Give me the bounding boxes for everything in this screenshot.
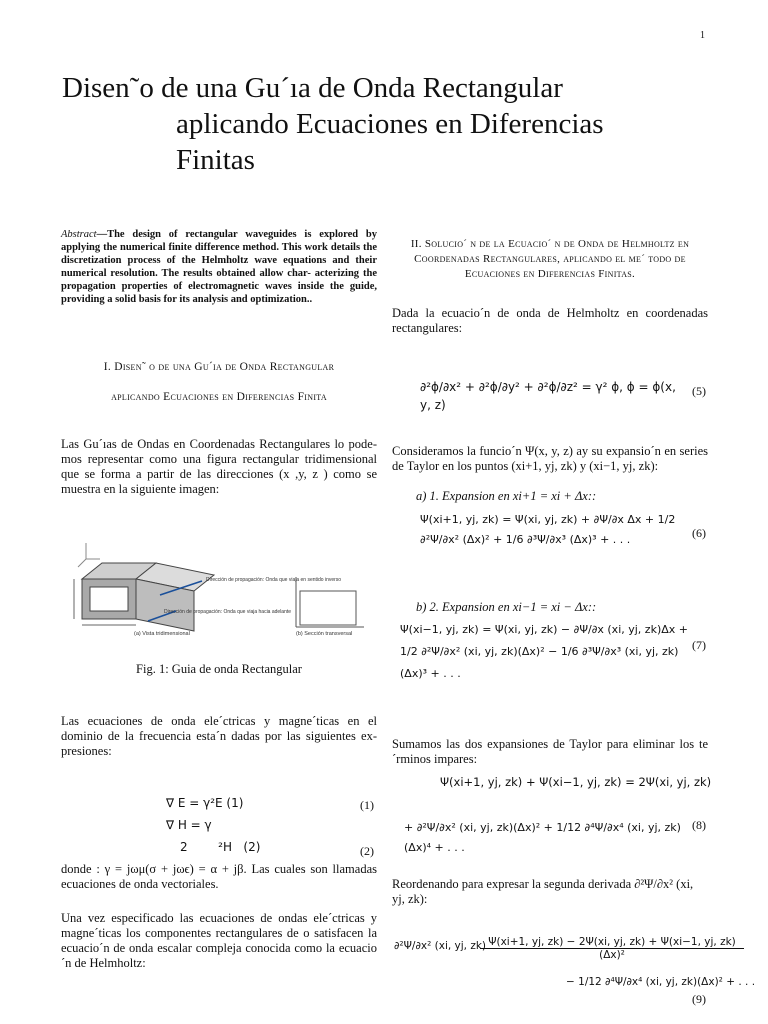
equation-7-number: (7) <box>692 638 706 652</box>
equation-1: ∇ E = γ²E (1) <box>166 796 244 810</box>
section-2-numeral: II. <box>410 238 422 250</box>
equation-9-tail: − 1/12 ∂⁴Ψ/∂x⁴ (xi, yj, zk)(Δx)² + . . . <box>566 976 756 988</box>
list-item-a: a) 1. Expansion en xi+1 = xi + Δx:: <box>416 489 597 503</box>
waveguide-cross-section <box>296 577 364 627</box>
section-1-paragraph-1: Las Gu´ıas de Ondas en Coordenadas Rectangulares lo pode- mos representar como una figura rectangular tridimensional que se forma a partir de las direcciones (x ,y, z ) como se muestra en la siguiente imagen: <box>61 437 377 496</box>
page-number: 1 <box>700 30 705 41</box>
equation-9-lhs: ∂²Ψ/∂x² (xi, yj, zk) <box>394 940 487 952</box>
figure-label-b: (b) Sección transversal <box>296 631 353 637</box>
section-1-paragraph-3: donde : γ = jωμ(σ + jωϵ) = α + jβ. Las cuales son llamadas ecuaciones de onda vectoriales. <box>61 862 377 891</box>
figure-annotation-1: Dirección de propagación: Onda que viaja en sentido inverso <box>206 577 342 583</box>
section-2-paragraph-2: Consideramos la funcio´n Ψ(x, y, z) ay su expansio´n en series de Taylor en los puntos (xi+1, yj, zk) y (xi−1, yj, zk): <box>392 444 708 473</box>
equation-6: Ψ(xi+1, yj, zk) = Ψ(xi, yj, zk) + ∂Ψ/∂x Δx + 1/2 ∂²Ψ/∂x² (Δx)² + 1/6 ∂³Ψ/∂x³ (Δx)³ + . . . <box>420 513 676 546</box>
abstract-label: Abstract <box>61 229 97 240</box>
section-1-title-line-1: Disen˜ o de una Gu´ia de Onda Rectangular <box>114 361 335 373</box>
figure-label-a: (a) Vista tridimensional <box>134 631 190 637</box>
section-1-paragraph-4: Una vez especificado las ecuaciones de ondas ele´ctricas y magne´ticas los componentes rectangulares de o satisfacen la ecuacio´n de onda escalar compleja conocida como la ecuacio ´n de Helmholtz: <box>61 911 377 970</box>
section-2-paragraph-1: Dada la ecuacio´n de onda de Helmholtz en coordenadas rectangulares: <box>392 306 708 335</box>
title-line-3: Finitas <box>176 144 255 176</box>
title-line-2: aplicando Ecuaciones en Diferencias <box>176 108 604 140</box>
equation-9-fraction <box>480 936 744 961</box>
waveguide-3d-drawing <box>74 543 214 631</box>
equation-8-number: (8) <box>692 818 706 832</box>
equation-sum: Ψ(xi+1, yj, zk) + Ψ(xi−1, yj, zk) = 2Ψ(xi, yj, zk) <box>440 775 712 789</box>
equation-7: Ψ(xi−1, yj, zk) = Ψ(xi, yj, zk) − ∂Ψ/∂x (xi, yj, zk)Δx + 1/2 ∂²Ψ/∂x² (xi, yj, zk)(Δx)² − 1/6 ∂³Ψ/∂x³ (xi, yj, zk)(Δx)³ + . . . <box>400 623 688 680</box>
section-2-paragraph-4: Reordenando para expresar la segunda derivada ∂²Ψ/∂x² (xi, yj, zk): <box>392 877 694 906</box>
equation-6-number: (6) <box>692 526 706 540</box>
section-2-paragraph-3: Sumamos las dos expansiones de Taylor para eliminar los te ´rminos impares: <box>392 737 708 766</box>
list-item-b: b) 2. Expansion en xi−1 = xi − Δx:: <box>416 600 597 614</box>
section-2-heading <box>392 237 708 282</box>
abstract-text: —The design of rectangular waveguides is explored by applying the numerical finite difference method. This work details the discretization process of the Helmholtz wave equations and their numerical resolution. The results obtained allow char- acterizing the propagation properties of electromagnetic waves inside the guide, providing a solid basis for its analysis and optimization.. <box>61 229 377 305</box>
title-line-1: Disen˜o de una Gu´ıa de Onda Rectangular <box>62 72 563 104</box>
waveguide-figure <box>64 531 380 641</box>
equation-9-numerator: Ψ(xi+1, yj, zk) − 2Ψ(xi, yj, zk) + Ψ(xi−1, yj, zk) <box>480 936 744 949</box>
section-2-title: Solucio´ n de la Ecuacio´ n de Onda de Helmholtz en Coordenadas Rectangulares, aplicando el me´ todo de Ecuaciones en Diferencias Finitas. <box>414 238 690 280</box>
equation-2-line-2: 2 ²H (2) <box>180 840 261 854</box>
equation-8: + ∂²Ψ/∂x² (xi, yj, zk)(Δx)² + 1/12 ∂⁴Ψ/∂x⁴ (xi, yj, zk)(Δx)⁴ + . . . <box>404 821 681 854</box>
section-1-numeral: I. <box>103 361 112 373</box>
paper-title <box>62 70 702 178</box>
figure-annotation-2: Dirección de propagación: Onda que viaja hacia adelante <box>164 609 292 615</box>
equation-2-line-1: ∇ H = γ <box>166 818 212 832</box>
section-1-heading <box>61 352 377 412</box>
equation-2-number: (2) <box>360 844 374 858</box>
section-1-paragraph-2: Las ecuaciones de onda ele´ctricas y magne´ticas en el dominio de la frecuencia esta´n dadas por las siguientes ex- presiones: <box>61 714 377 758</box>
abstract <box>61 228 377 306</box>
equation-5: ∂²ϕ/∂x² + ∂²ϕ/∂y² + ∂²ϕ/∂z² = γ² ϕ, ϕ = ϕ(x, y, z) <box>420 380 676 412</box>
equation-1-number: (1) <box>360 798 374 812</box>
figure-caption: Fig. 1: Guia de onda Rectangular <box>136 662 302 676</box>
section-1-title-line-2: aplicando Ecuaciones en Diferencias Finita <box>111 391 327 403</box>
equation-9-denominator: (Δx)² <box>599 949 625 961</box>
equation-5-number: (5) <box>692 384 706 398</box>
equation-9-number: (9) <box>692 992 706 1006</box>
